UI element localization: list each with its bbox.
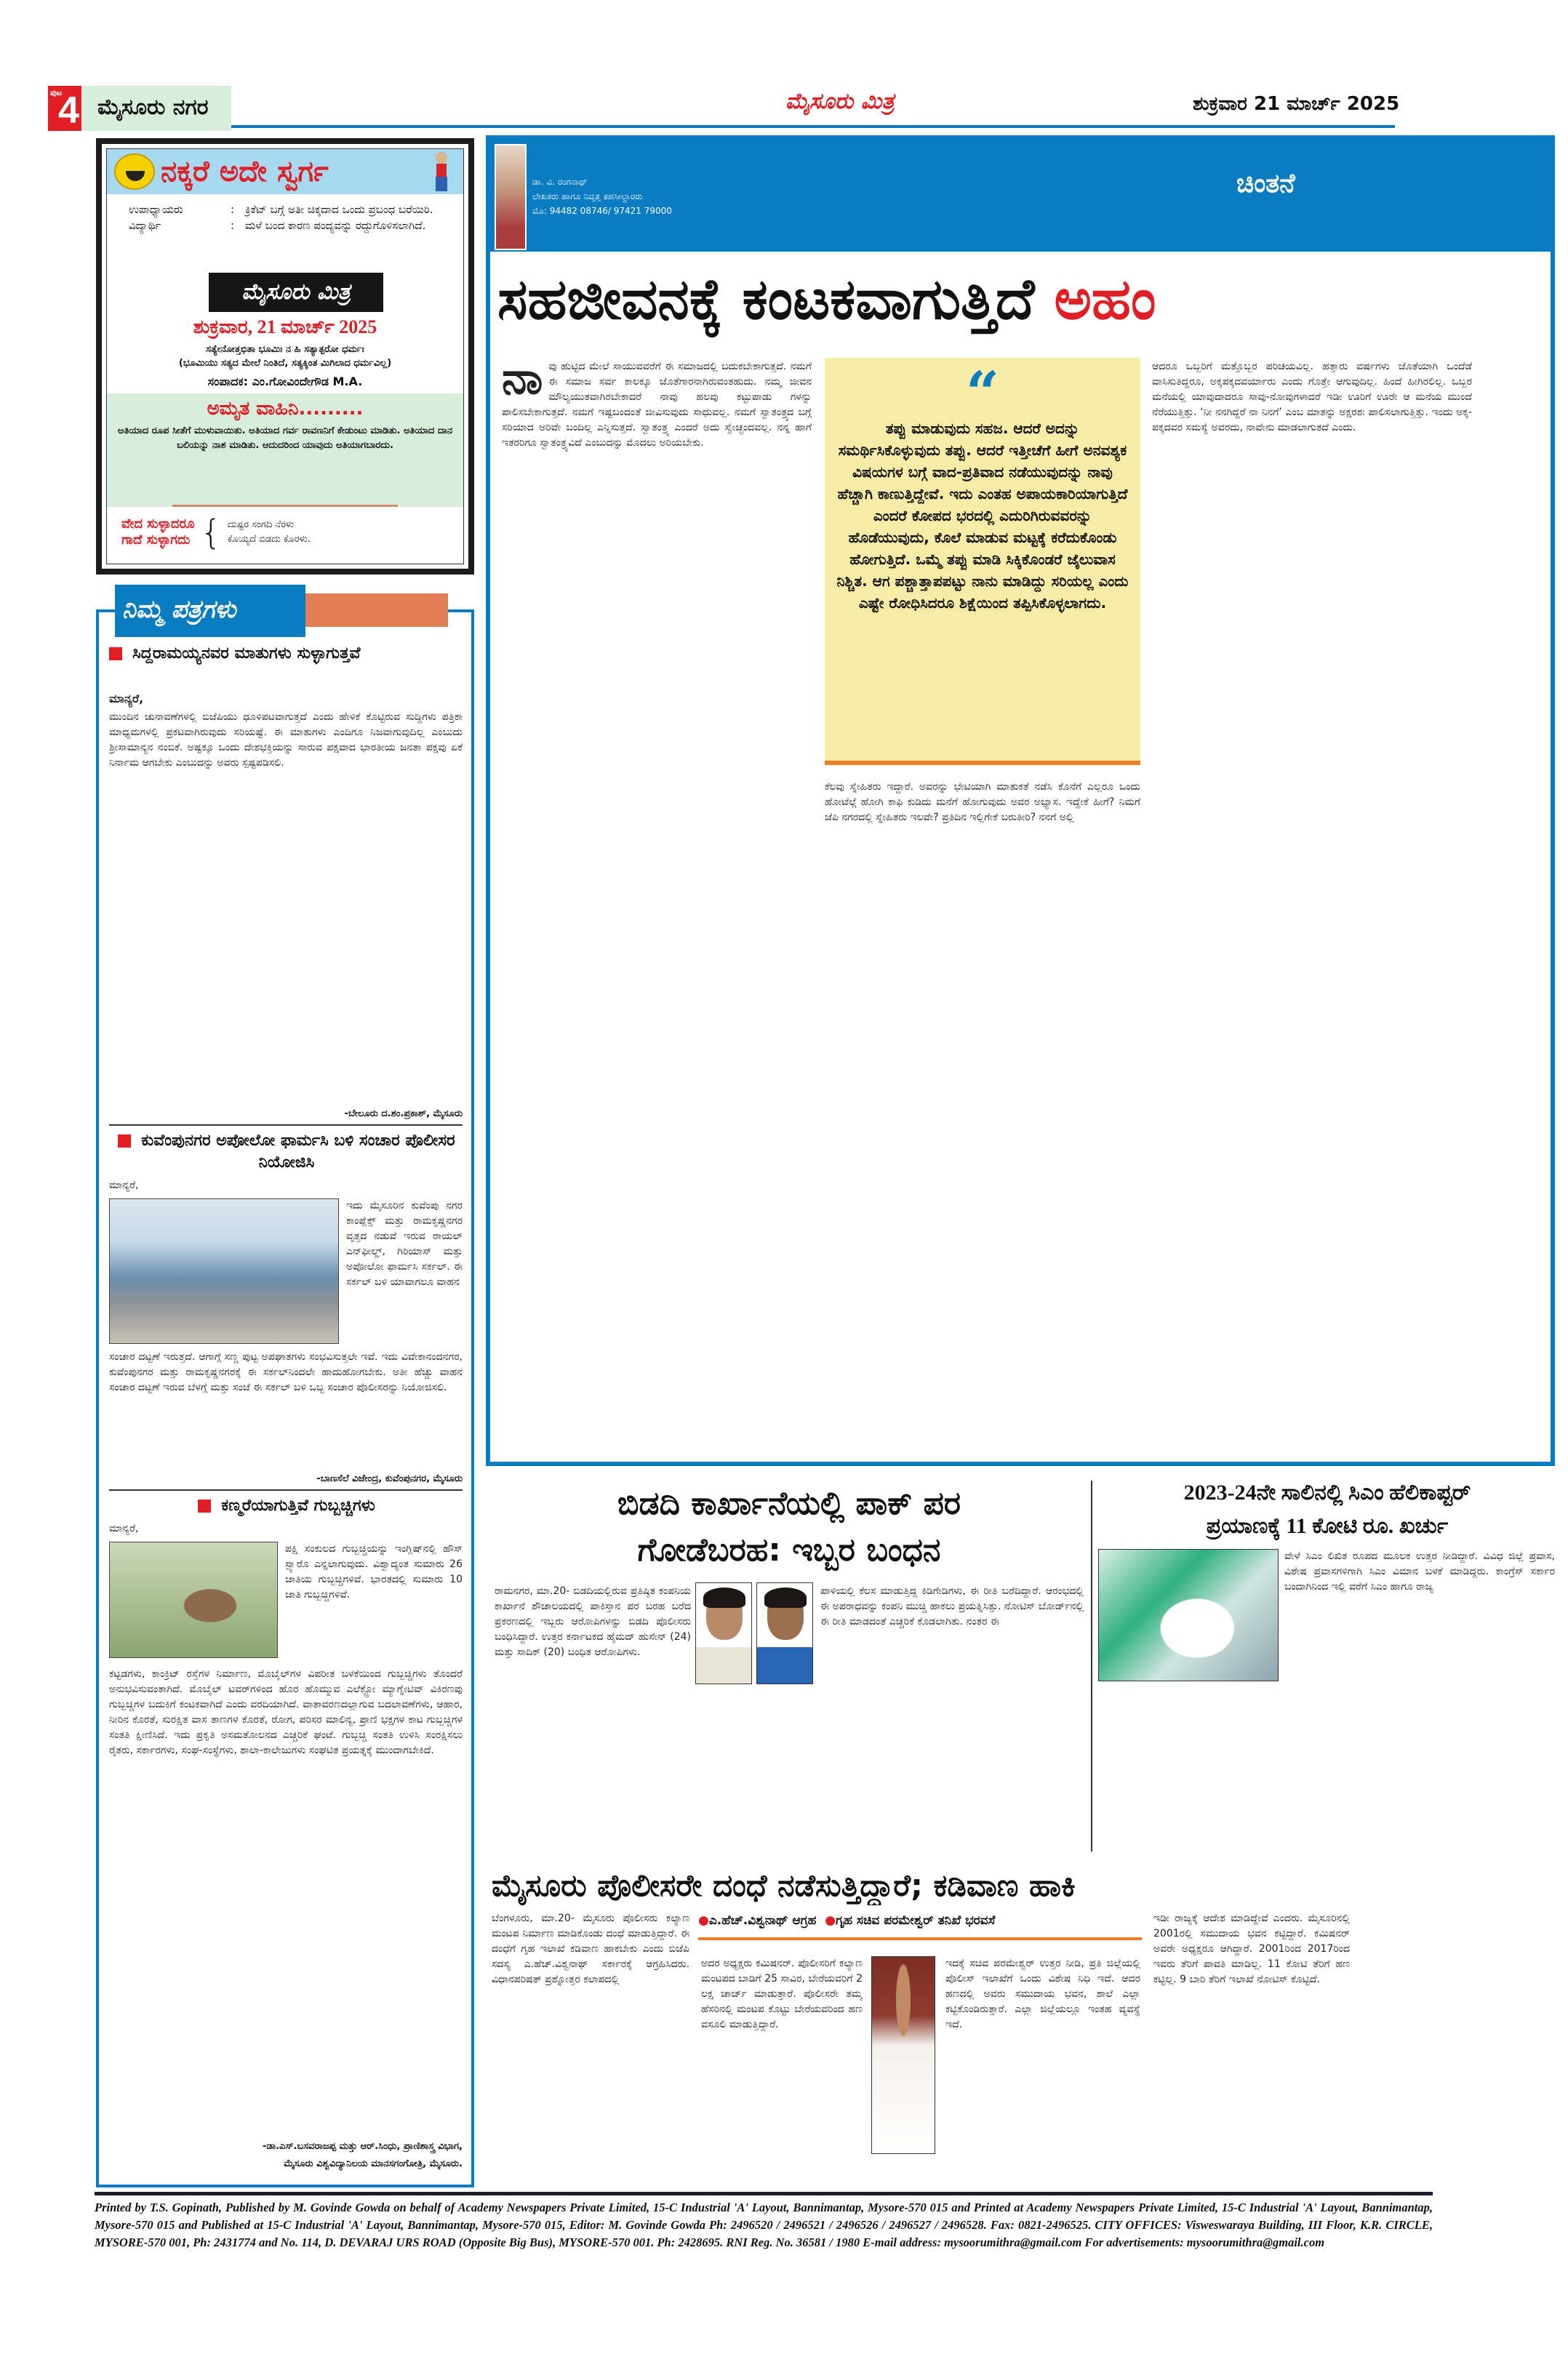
brand-logo-black: ಮೈಸೂರು ಮಿತ್ರ: [209, 273, 383, 312]
letters-section: [96, 609, 474, 2187]
accused-photo-1: [695, 1582, 752, 1684]
accused-photo-2: [756, 1582, 813, 1684]
author-phone: ಮೊ: 94482 08746/ 97421 79000: [532, 206, 672, 216]
letter-title: ಕುವೆಂಪುನಗರ ಅಪೋಲೋ ಫಾರ್ಮಸಿ ಬಳಿ ಸಂಚಾರ ಪೊಲೀಸರ ನಿಯೋಜಿಸಿ: [109, 1130, 464, 1174]
joke-text: ಕ್ರಿಕೆಟ್ ಬಗ್ಗೆ ಅತೀ ಚಿಕ್ಕದಾದ ಒಂದು ಪ್ರಬಂಧ ಬರೆಯಿರಿ.: [245, 203, 433, 216]
author-role: ಲೇಖಕರು ಹಾಗೂ ನಿವೃತ್ತ ತಹಸೀಲ್ದಾರರು: [532, 191, 643, 201]
drop-cap: ನಾ: [502, 359, 543, 404]
joke-title: ನಕ್ಕರೆ ಅದೇ ಸ್ವರ್ಗ: [161, 155, 329, 188]
letters-section-title: ನಿಮ್ಮ ಪತ್ರಗಳು: [115, 585, 305, 637]
letter-body: ಕಟ್ಟಡಗಳು, ಕಾಂಕ್ರಿಟ್ ರಸ್ತೆಗಳ ನಿರ್ಮಾಣ, ಮೊಬೈಲ್‌ಗಳ ವಿಪರೀತ ಬಳಕೆಯಿಂದ ಗುಬ್ಬಚ್ಚಿಗಳು ತೊಂದರೆ ಅನುಭವಿಸುವಂತಾಗಿದೆ. ಮೊಬೈಲ್ ಟವರ್‌ಗಳಿಂದ ಹೊರ ಹೊಮ್ಮುವ ಎಲೆಕ್ಟ್ರೋ ಮ್ಯಾಗ್ನೇಟಿವ್ ವಿಕಿರಣವು ಗುಬ್ಬಚ್ಚಿಗಳ ಬದುಕಿಗೆ ಕಂಟಕವಾಗಿದೆ ಎಂದು ವರದಿಯಾಗಿದೆ. ವಾತಾವರಣದಲ್ಲಾಗುವ ಬದಲಾವಣೆಗಳು, ಆಹಾರ, ನೀರಿನ ಕೊರತೆ, ಸುರಕ್ಷಿತ ವಾಸ ತಾಣಗಳ ಕೊರತೆ, ರೋಗ, ಪರಿಸರ ಮಾಲಿನ್ಯ, ಪ್ರಾಣಿ ಭಕ್ಷಗಳ ಕಾಟ ಗುಬ್ಬಚ್ಚಿಗಳ ಸಂತತಿ ಕ್ಷೀಣಿಸಿದೆ. ಇದು ಪ್ರಕೃತಿ ಅಸಮತೋಲನದ ಎಚ್ಚರಿಕೆ ಘಂಟೆ. ಗುಬ್ಬಚ್ಚಿ ಸಂತತಿ ಉಳಿಸಿ ಸಂರಕ್ಷಿಸಲು ರೈತರು, ಸರ್ಕಾರಗಳು, ಸಂಘ-ಸಂಸ್ಥೆಗಳು, ಶಾಲಾ-ಕಾಲೇಜುಗಳು ಸಂಘಟಿತ ಪ್ರಯತ್ನಕ್ಕೆ ಮುಂದಾಗಬೇಕಿದೆ.: [109, 1668, 463, 1756]
letter-signature: -ಬಾಣಸೆಲೆ ವಿಜೇಂದ್ರ, ಕುವೆಂಪುನಗರ, ಮೈಸೂರು: [316, 1473, 463, 1484]
sparrow-photo: [109, 1542, 278, 1658]
author-photo: [495, 144, 527, 250]
police-subheadline: ●ಎ.ಹೆಚ್.ವಿಶ್ವನಾಥ್ ಆಗ್ರಹ ●ಗೃಹ ಸಚಿವ ಪರಮೇಶ್ವರ್ ತನಿಖೆ ಭರವಸೆ: [698, 1913, 996, 1928]
police-column-3: ಇದಕ್ಕೆ ಸಚಿವ ಪರಮೇಶ್ವರ್ ಉತ್ತರ ನೀಡಿ, ಪ್ರತಿ ಜಿಲ್ಲೆಯಲ್ಲಿ ಪೊಲೀಸ್ ಇಲಾಖೆಗೆ ಒಂದು ವಿಶೇಷ ನಿಧಿ ಇದೆ. ಆದರ ಹಣದಲ್ಲಿ ಅವರು ಸಮುದಾಯ ಭವನ, ಶಾಲೆ ಎಲ್ಲಾ ಕಟ್ಟಿಕೊಂಡಿರುತ್ತಾರೆ. ಎಲ್ಲಾ ಜಿಲ್ಲೆಯಲ್ಲೂ ಇಂತಹ ವ್ಯವಸ್ಥೆ ಇದೆ.: [945, 1958, 1140, 2030]
proverb: ವೇದ ಸುಳ್ಳಾದರೂ ಗಾದೆ ಸುಳ್ಳಾಗದು { ದುಷ್ಟರ ಸಂಗದಿ ನೆರಳು ಕೊಯ್ಯದೆ ಬಿಡದು ಕೊರಳು.: [121, 513, 311, 552]
editorial-column-2: ಕೆಲವು ಸ್ನೇಹಿತರು ಇದ್ದಾರೆ. ಅವರನ್ನು ಭೇಟಿಯಾಗಿ ಮಾತುಕತೆ ನಡೆಸಿ ಕೊನೆಗೆ ಎಲ್ಲರೂ ಒಂದು ಹೋಟೆಲ್ಗೆ ಹೋಗಿ ಕಾಫಿ ಕುಡಿದು ಮನೆಗೆ ಹೋಗುವುದು ಅವರ ಅಭ್ಯಾಸ. ಇದ್ದೇಕೆ ಹೀಗೆ? ನಿಮಗೆ ಜೆಪಿ ನಗರದಲ್ಲಿ ಸ್ನೇಹಿತರು ಇಲವೇ? ಪ್ರತಿದಿನ ಇಲ್ಲಿಗೇಕೆ ಬರುತೀರಿ? ನನಗೆ ಅಲ್ಲಿ: [825, 781, 1140, 823]
amrutha-vahini: [107, 393, 463, 507]
bidadi-column-1: ರಾಮನಗರ, ಮಾ.20- ಬಿಡದಿಯಲ್ಲಿರುವ ಪ್ರತಿಷ್ಠಿತ ಕಂಪನಿಯ ಕಾರ್ಖಾನೆ ಶೌಚಾಲಯದಲ್ಲಿ ಪಾಕಿಸ್ತಾನ ಪರ ಬರಹ ಬರೆದ ಪ್ರಕರಣದಲ್ಲಿ ಇಬ್ಬರು ಆರೋಪಿಗಳನ್ನು ಬಿಡದಿ ಪೊಲೀಸರು ಬಂಧಿಸಿದ್ದಾರೆ. ಉತ್ತರ ಕರ್ನಾಟಕದ ಹೈಮದ್ ಹುಸೇನ್ (24) ಮತ್ತು ಸಾದಿಕ್ (20) ಬಂಧಿತ ಆರೋಪಿಗಳು.: [495, 1585, 691, 1658]
letter-salutation: ಮಾನ್ಯರೆ,: [109, 1523, 139, 1534]
editorial-column-3: ಆದರೂ ಒಬ್ಬರಿಗೆ ಮತ್ತೊಬ್ಬರ ಪರಿಚಯವಿಲ್ಲ. ಹತ್ತಾರು ವರ್ಷಗಳು ಜೊತೆಯಾಗಿ ಒಂದೆಡೆ ವಾಸಿಸುತಿದ್ದರೂ, ಅಕ್ಕಪಕ್ಕದವರ್ಯಾರು ಎಂದು ಗೊತ್ತೇ ಆಗುವುದಿಲ್ಲ. ಹಿಂದೆ ಹೀಗಿರಲಿಲ್ಲ. ಒಬ್ಬರ ಮನೆಯಲ್ಲಿ ಯಾವುದಾದರೂ ಸಾವು-ನೋವುಗಳಾದರೆ ಇಡೀ ಊರಿಗೆ ಊರೇ ಆ ಮನೆಯ ಮುಂದೆ ನೆರೆಯುತ್ತಿತ್ತು. ‘ನೀ ನನಗಿದ್ದರೆ ನಾ ನಿನಗೆ’ ಎಂಬ ಮಾತನ್ನು ಅಕ್ಷರಶಃ ಪಾಲಿಸಲಾಗುತ್ತಿತ್ತು. ಇಂದು ಅಕ್ಕ-ಪಕ್ಕದವರ ಸಮಸ್ಯೆ ಅವರದು, ನಾವೇನು ಮಾಡಲಾಗುತದೆ ಎಂದು.: [1152, 361, 1472, 433]
letter-body: ಮುಂದಿನ ಚುನಾವಣೆಗಳಲ್ಲಿ ಬಿಜೆಪಿಯು ಧೂಳಿಪಟವಾಗುತ್ತದೆ ಎಂದು ಹೇಳಿಕೆ ಕೊಟ್ಟಿರುವ ಸುದ್ದಿಗಳು ಪತ್ರಿಕಾ ಮಾಧ್ಯಮಗಳಲ್ಲಿ ಪ್ರಕಟವಾಗಿರುವುದು ಸರಿಯಷ್ಟೆ. ಈ ಮಾತುಗಳು ಎಂದಿಗೂ ನಿಜವಾಗುವುದಿಲ್ಲ ಎಂಬುದು ಶ್ರೀಸಾಮಾನ್ಯನ ನಂಬಿಕೆ. ಅಷ್ಟಕ್ಕೂ ಒಂದು ದೇಶಭಕ್ತಿಯನ್ನು ಸಾರುವ ಪಕ್ಷವಾದ ಭಾರತೀಯ ಜನತಾ ಪಕ್ಷವು ಏಕೆ ನಿರ್ನಾಮ ಆಗಬೇಕು ಎಂಬುದನ್ನು ಅವರು ಸ್ಪಷ್ಟಪಡಿಸಲಿ.: [109, 711, 463, 769]
section-title: ಮೈಸೂರು ನಗರ: [81, 86, 231, 131]
editorial-headline: ಸಹಜೀವನಕ್ಕೆ ಕಂಟಕವಾಗುತ್ತಿದೆ ಅಹಂ: [497, 267, 1156, 332]
letter-signature: ಮೈಸೂರು ವಿಶ್ವವಿದ್ಯಾನಿಲಯ ಮಾನಸಗಂಗೋತ್ರಿ, ಮೈಸೂರು.: [284, 2158, 463, 2169]
divider: [109, 1124, 463, 1126]
page-number-badge: [48, 86, 81, 131]
laughing-smiley-icon: [114, 153, 155, 190]
quote-mark-icon: “: [965, 359, 999, 427]
joke-header: [107, 149, 463, 194]
letter-intro: ಪಕ್ಷಿ ಸಂಕುಲದ ಗುಬ್ಬಚ್ಚಿಯನ್ನು ಇಂಗ್ಲಿಷ್‌ನಲ್ಲಿ ಹೌಸ್ ಸ್ಪ್ಯಾರೊ ಎನ್ನಲಾಗುವುದು. ವಿಶ್ವಾದ್ಯಂತ ಸುಮಾರು 26 ಜಾತಿಯ ಗುಬ್ಬಚ್ಚಿಗಳಿವೆ. ಭಾರತದಲ್ಲಿ ಸುಮಾರು 10 ಜಾತಿ ಗುಬ್ಬಚ್ಚಿಗಳಿವೆ.: [285, 1543, 463, 1601]
page-number: 4: [58, 89, 79, 132]
red-square-bullet-icon: [118, 1134, 131, 1148]
joke-speaker: ಉಪಾಧ್ಯಾಯರು: [129, 203, 183, 216]
author-info: [532, 175, 672, 218]
red-square-bullet-icon: [109, 647, 122, 660]
editorial-column-1: ನಾ ವು ಹುಟ್ಟಿದ ಮೇಲೆ ಸಾಯುವವರೆಗೆ ಈ ಸಮಾಜದಲ್ಲಿ ಬದುಕಬೇಕಾಗುತ್ತದೆ. ನಮಗೆ ಈ ಸಮಾಜ ಸರ್ವ ಕಾಲಕ್ಕೂ ಜೊತೆಗಾರನಾಗಿರುವಂತಹುದು. ನಮ್ಮ ಜೀವನ ಮೌಲ್ಯಯುತವಾಗಿರಬೇಕಾದರೆ ನಾವು ಹಲವು ಕಟ್ಟುಪಾಡು ಗಳನ್ನು ಪಾಲಿಸಬೇಕಾಗುತ್ತದೆ. ನಮಗೆ ಇಷ್ಟಬಂದಂತೆ ಜೀವಿಸುವುದು ಸಾಧುವಲ್ಲ. ನಮಗೆ ಸ್ವಾತಂತ್ರ್ಯದ ಬಗ್ಗೆ ಸರಿಯಾದ ಅರಿವೇ ಬಂದಿಲ್ಲ ಎನ್ನಿಸುತ್ತದೆ. ಸ್ವಾತಂತ್ರ್ಯ ಎಂದರೆ ಅದು ಸ್ವೇಚ್ಛಂದವಲ್ಲ. ನನ್ನ ಹಾಗೆ ಇತರರಿಗೂ ಸ್ವಾತಂತ್ರ್ಯವಿದೆ ಎಂಬುದನ್ನು ಮೊದಲು ಅರಿಯಬೇಕು.: [502, 359, 812, 449]
red-bullet-icon: ●: [698, 1913, 709, 1928]
red-bullet-icon: ●: [825, 1913, 836, 1928]
police-headline: ಮೈಸೂರು ಪೊಲೀಸರೇ ದಂಧೆ ನಡೆಸುತ್ತಿದ್ದಾರೆ; ಕಡಿವಾಣ ಹಾಕಿ: [492, 1867, 1076, 1903]
brace-glyph: {: [200, 513, 222, 552]
joke-line: ಉಪಾಧ್ಯಾಯರು : ಕ್ರಿಕೆಟ್ ಬಗ್ಗೆ ಅತೀ ಚಿಕ್ಕದಾದ ಒಂದು ಪ್ರಬಂಧ ಬರೆಯಿರಿ.: [129, 201, 456, 217]
bidadi-headline: ಬಿಡದಿ ಕಾರ್ಖಾನೆಯಲ್ಲಿ ಪಾಕ್ ಪರ ಗೋಡೆಬರಹ: ಇಬ್ಬರ ಬಂಧನ: [617, 1485, 961, 1569]
helicopter-headline: 2023-24ನೇ ಸಾಲಿನಲ್ಲಿ ಸಿಎಂ ಹೆಲಿಕಾಪ್ಟರ್ ಪ್ರಯಾಣಕ್ಕೆ 11 ಕೋಟಿ ರೂ. ಖರ್ಚು: [1183, 1481, 1471, 1538]
motto: ಸತ್ಯೇನೋತ್ತಭಿತಾ ಭೂಮಿಃ ನ ಹಿ ಸತ್ಯಾತ್ಪರೋ ಧರ್ಮಃ (ಭೂಮಿಯು ಸತ್ಯದ ಮೇಲೆ ನಿಂತಿದೆ, ಸತ್ಯಕ್ಕಿಂತ ಮಿಗಿಲಾದ ಧರ್ಮವಿಲ್ಲ): [178, 344, 392, 369]
street-photo: [109, 1198, 339, 1344]
letter-salutation: ಮಾನ್ಯರೆ,: [109, 692, 144, 705]
masthead-rule: [231, 125, 1395, 128]
letter-salutation: ಮಾನ್ಯರೆ,: [109, 1180, 139, 1191]
bidadi-column-2: ಪಾಳಿಯಲ್ಲಿ ಕೆಲಸ ಮಾಡುತ್ತಿದ್ದ ಕಿಡಿಗೇಡಿಗಳು, ಈ ರೀತಿ ಬರೆದಿದ್ದಾರೆ. ಆರಂಭದಲ್ಲಿ ಈ ಅಪರಾಧವನ್ನು ಕಂಪನಿ ಮುಚ್ಚಿ ಹಾಕಲು ಪ್ರಯತ್ನಿಸಿತ್ತು. ನೋಟಿಸ್ ಬೋರ್ಡ್‌ನಲ್ಲಿ ಈ ರೀತಿ ಮಾಡದಂತೆ ಎಚ್ಚರಿಕೆ ಕೊಡಲಾಗಿತು. ನಂತರ ಈ: [820, 1585, 1084, 1628]
joke-line: ವಿದ್ಯಾರ್ಥಿ : ಮಳೆ ಬಂದ ಕಾರಣ ಪಂದ್ಯವನ್ನು ರದ್ದುಗೊಳಿಸಲಾಗಿದೆ.: [129, 217, 456, 233]
letter-signature: -ಬೇಲೂರು ದ.ಶಂ.ಪ್ರಕಾಶ್, ಮೈಸೂರು: [344, 1108, 463, 1119]
letter-body-beside-photo: ಇದು ಮೈಸೂರಿನ ಕುವೆಂಪು ನಗರ ಕಾಂಪ್ಲೆಕ್ಸ್ ಮತ್ತು ರಾಮಕೃಷ್ಣನಗರ ವೃತ್ತದ ನಡುವೆ ಇರುವ ರಾಯಲ್ ಎನ್‌ಫೀಲ್ಡ್, ಗಿರಿಯಾಸ್ ಮತ್ತು ಅಪೋಲೋ ಫಾರ್ಮಸಿ ಸರ್ಕಲ್. ಈ ಸರ್ಕಲ್ ಬಳಿ ಯಾವಾಗಲೂ ವಾಹನ: [346, 1200, 463, 1288]
pull-quote: [825, 358, 1140, 765]
page-label: ಪುಟ: [50, 88, 63, 97]
footer-rule: [95, 2192, 1433, 2195]
vishwanath-photo: [871, 1956, 935, 2154]
dancing-figure-icon: [427, 152, 456, 193]
joke-text: ಮಳೆ ಬಂದ ಕಾರಣ ಪಂದ್ಯವನ್ನು ರದ್ದುಗೊಳಿಸಲಾಗಿದೆ.: [245, 219, 426, 232]
letter-title: ಸಿದ್ದರಾಮಯ್ಯನವರ ಮಾತುಗಳು ಸುಳ್ಳಾಗುತ್ತವೆ: [109, 643, 464, 665]
letters-badge-accent: [305, 593, 448, 627]
amrutha-title: ಅಮೃತ ವಾಹಿನಿ.........: [207, 398, 364, 420]
police-column-1: ಬೆಂಗಳೂರು, ಮಾ.20- ಮೈಸೂರು ಪೊಲೀಸರು ಕಲ್ಯಾಣ ಮಂಟಪ ನಿರ್ಮಾಣ ಮಾಡಿಕೊಂಡು ದಂಧೆ ಮಾಡುತ್ತಿದ್ದಾರೆ. ಈ ದಂಧೆಗೆ ಗೃಹ ಇಲಾಖೆ ಕಡಿವಾಣ ಹಾಕಬೇಕು ಎಂದು ಬಿಜೆಪಿ ಸದಸ್ಯ ಎ.ಹೆಚ್.ವಿಶ್ವನಾಥ್ ಸರ್ಕಾರಕ್ಕೆ ಆಗ್ರಹಿಸಿದರು. ವಿಧಾನಪರಿಷತ್ ಪ್ರಶ್ನೋತ್ತರ ಕಲಾಪದಲ್ಲಿ: [492, 1913, 689, 1985]
imprint-line: Printed by T.S. Gopinath, Published by M. Govinde Gowda on behalf of Academy Newspapers Private Limited, 15-C Industrial 'A' Layout, Bannimantap, Mysore-570 015 and Printed at Academy Newspapers Private Limited, 15-C Industrial 'A' Layout, Bannimantap, Mysore-570 015 and Published at 15-C Industrial 'A' Layout, Bannimantap, Mysore-570 015, Editor: M. Govinde Gowda Ph: 2496520 / 2496521 / 2496526 / 2496527 / 2496528. Fax: 0821-2496525. CITY OFFICES: Visweswaraya Building, III Floor, K.R. CIRCLE, MYSORE-570 001, Ph: 2431774 and No. 114, D. DEVARAJ URS ROAD (Opposite Big Bus), MYSORE-570 001. Ph: 2428695. RNI Reg. No. 36581 / 1980 E-mail address: mysoorumithra@gmail.com For advertisements: mysoorumithra@gmail.com: [95, 2201, 1433, 2249]
police-column-4: ಇಡೀ ರಾಜ್ಯಕ್ಕೆ ಆದೇಶ ಮಾಡಿದ್ದೇವೆ ಎಂದರು. ಮೈಸೂರಿನಲ್ಲಿ 2001ರಲ್ಲಿ ಸಮುದಾಯ ಭವನ ಕಟ್ಟಿದ್ದಾರೆ. ಕಮಿಷನರ್ ಅವರೇ ಅಧ್ಯಕ್ಷರೂ ಆಗಿದ್ದಾರೆ. 2001ರಿಂದ 2017ರಿಂದ ಇವರು ತೆರಿಗೆ ಪಾವತಿ ಮಾಡಿಲ್ಲ. 11 ಕೋಟಿ ತೆರಿಗೆ ಹಣ ಕಟ್ಟಿಲ್ಲ. 9 ಬಾರಿ ತೆರಿಗೆ ಇಲಾಖೆ ನೋಟಿಸ್ ಕೊಟ್ಟಿದೆ.: [1153, 1913, 1350, 1985]
helicopter-body: ವೇಳೆ ಸಿಎಂ ಲಿಖಿತ ರೂಪದ ಮೂಲಕ ಉತ್ತರ ನೀಡಿದ್ದಾರೆ. ವಿವಿಧ ಜಿಲ್ಲೆ ಪ್ರವಾಸ, ವಿಶೇಷ ಪ್ರವಾಸಗಳಿಗಾಗಿ ಸಿಎಂ ವಿಮಾನ ಬಳಕೆ ಮಾಡಿದ್ದರು. ಕಾಂಗ್ರೆಸ್ ಸರ್ಕಾರ ಬಂದಾಗಿನಿಂದ ಇಲ್ಲಿ ವರೆಗೆ ಸಿಎಂ ಹಾಗೂ ರಾಜ್ಯ: [1284, 1550, 1555, 1593]
issue-date: ಶುಕ್ರವಾರ 21 ಮಾರ್ಚ್ 2025: [1193, 93, 1400, 115]
letter-title: ಕಣ್ಮರೆಯಾಗುತ್ತಿವೆ ಗುಬ್ಬಚ್ಚಿಗಳು: [109, 1495, 464, 1517]
red-square-bullet-icon: [198, 1500, 211, 1513]
column-divider: [1091, 1481, 1092, 1851]
letter-signature: -ಡಾ.ಎಸ್.ಬಸವರಾಜಪ್ಪ ಮತ್ತು ಆರ್.ಸಿಂಧು, ಪ್ರಾಣಿಶಾಸ್ತ್ರ ವಿಭಾಗ,: [262, 2141, 463, 2152]
orange-divider: [698, 1937, 1142, 1940]
box-date: ಶುಕ್ರವಾರ, 21 ಮಾರ್ಚ್ 2025: [193, 316, 377, 337]
cm-helicopter-photo: [1098, 1549, 1279, 1681]
divider: [172, 505, 398, 507]
column-name: ಚಿಂತನೆ: [1236, 169, 1295, 199]
divider: [109, 1489, 463, 1491]
joke-speaker: ವಿದ್ಯಾರ್ಥಿ: [129, 219, 161, 232]
joke-box: [96, 138, 474, 575]
editor-credit: ಸಂಪಾದಕ: ಎಂ.ಗೋವಿಂದೇಗೌಡ M.A.: [207, 375, 363, 388]
letter-body: ಸಂಚಾರ ದಟ್ಟಣೆ ಇರುತ್ತದೆ. ಆಗಾಗ್ಗೆ ಸಣ್ಣ ಪುಟ್ಟ ಅಪಘಾತಗಳು ಸಂಭವಿಸುತ್ತಲೇ ಇವೆ. ಇದು ವಿವೇಕಾನಂದನಗರ, ಕುವೆಂಪುನಗರ ಮತ್ತು ರಾಮಕೃಷ್ಣನಗರಕ್ಕೆ ಈ ಸರ್ಕಲ್‌ನಿಂದಲೇ ಹಾದುಹೋಗಬೇಕು. ಅತೀ ಹೆಚ್ಚು ವಾಹನ ಸಂಚಾರ ದಟ್ಟಣೆ ಇರುವ ಬೆಳಗ್ಗೆ ಮತ್ತು ಸಂಜೆ ಈ ಸರ್ಕಲ್ ಬಳಿ ಒಬ್ಬ ಸಂಚಾರ ಪೊಲೀಸರನ್ನು ನಿಯೋಜಿಸಲಿ.: [109, 1351, 463, 1393]
police-column-2: ಅದರ ಅಧ್ಯಕ್ಷರು ಕಮಿಷನರ್. ಪೊಲೀಸರಿಗೆ ಕಲ್ಯಾಣ ಮಂಟಪದ ಬಾಡಿಗೆ 25 ಸಾವಿರ, ಬೇರೆಯವರಿಗೆ 2 ಲಕ್ಷ ಚಾರ್ಜ್ ಮಾಡುತ್ತಾರೆ. ಪೊಲೀಸರೇ ತಮ್ಮ ಹೆಸರಿನಲ್ಲಿ ಮಂಟಪ ಕೊಟ್ಟು ಬೇರೆಯವರಿಂದ ಹಣ ವಸೂಲಿ ಮಾಡುತ್ತಿದ್ದಾರೆ.: [701, 1958, 863, 2030]
brand-logo: ಮೈಸೂರು ಮಿತ್ರ: [785, 89, 895, 114]
author-name: ಡಾ. ವಿ. ರಂಗನಾಥ್: [532, 177, 588, 187]
pull-quote-text: ತಪ್ಪು ಮಾಡುವುದು ಸಹಜ. ಆದರೆ ಅದನ್ನು ಸಮರ್ಥಿಸಿಕೊಳ್ಳುವುದು ತಪ್ಪು. ಆದರೆ ಇತ್ತೀಚೆಗೆ ಹೀಗೆ ಅನವಶ್ಯಕ ವಿಷಯಗಳ ಬಗ್ಗೆ ವಾದ-ಪ್ರತಿವಾದ ನಡೆಯುವುದನ್ನು ನಾವು ಹೆಚ್ಚಾಗಿ ಕಾಣುತ್ತಿದ್ದೇವೆ. ಇದು ಎಂತಹ ಅಪಾಯಕಾರಿಯಾಗುತ್ತಿದೆ ಎಂದರೆ ಕೋಪದ ಭರದಲ್ಲಿ ಎದುರಿಗಿರುವವರನ್ನು ಹೊಡೆಯುವುದು, ಕೊಲೆ ಮಾಡುವ ಮಟ್ಟಕ್ಕೆ ಕರೆದುಕೊಂಡು ಹೋಗುತ್ತಿದೆ. ಒಮ್ಮೆ ತಪ್ಪು ಮಾಡಿ ಸಿಕ್ಕಿಕೊಂಡರೆ ಜೈಲುವಾಸ ನಿಶ್ಚಿತ. ಆಗ ಪಶ್ಚಾತ್ತಾಪಪಟ್ಟು ನಾನು ಮಾಡಿದ್ದು ಸರಿಯಲ್ಲ ಎಂದು ಎಷ್ಟೇ ರೋಧಿಸಿದರೂ ಶಿಕ್ಷೆಯಿಂದ ತಪ್ಪಿಸಿಕೊಳ್ಳಲಾಗದು.: [836, 420, 1129, 612]
amrutha-text: ಅತಿಯಾದ ರೂಪ ಸೀತೆಗೆ ಮುಳುವಾಯಿತು. ಅತಿಯಾದ ಗರ್ವ ರಾವಣನಿಗೆ ಕೇಡುಂಟು ಮಾಡಿತು. ಅತಿಯಾದ ದಾನ ಬಲಿಯನ್ನು ನಾಶ ಮಾಡಿತು. ಆದುದರಿಂದ ಯಾವುದು ಅತಿಯಾಗಬಾರದು.: [117, 425, 453, 451]
